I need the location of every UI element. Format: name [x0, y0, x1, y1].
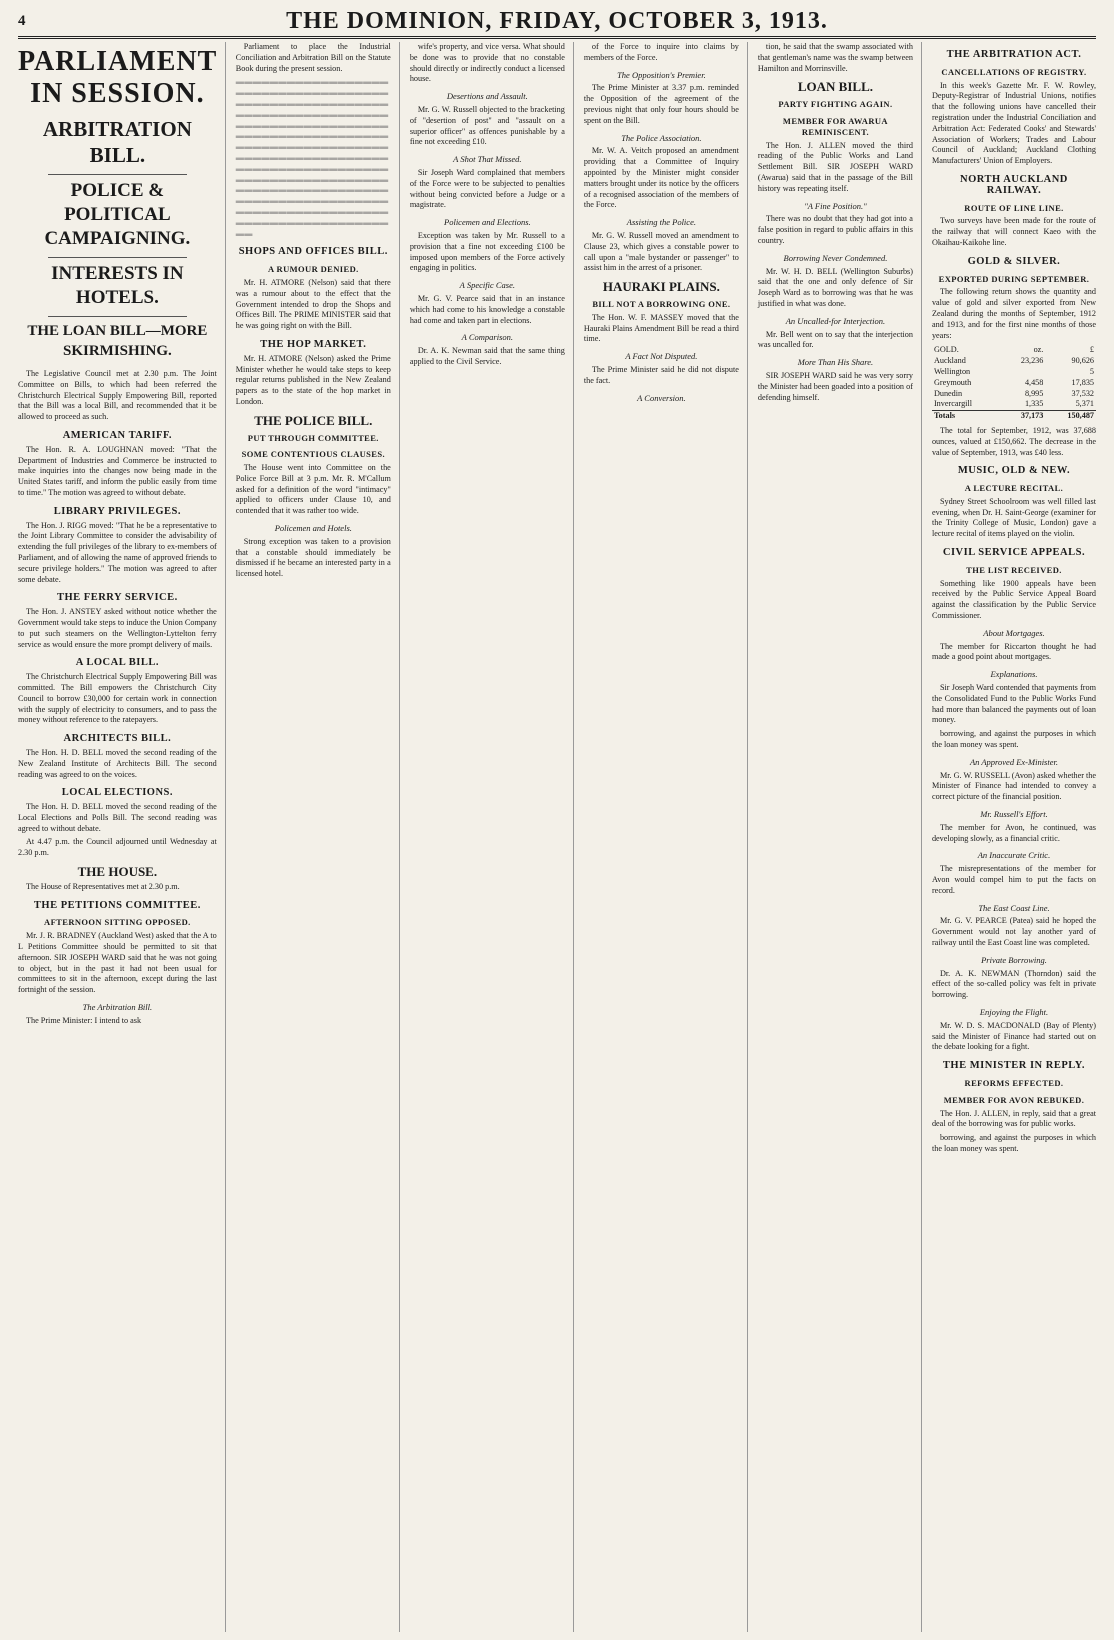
sub-heading: A LECTURE RECITAL.: [964, 483, 1064, 494]
headline-arbitration: ARBITRATION BILL.: [42, 117, 192, 167]
italic-heading: "A Fine Position.": [804, 200, 867, 211]
paragraph: Something like 1900 appeals have been received by the Public Service Appeal Board against the classification by the Public Service Commissioner.: [931, 578, 1096, 621]
value-cell: 90,626: [1071, 356, 1094, 366]
paragraph: Mr. G. V. PEARCE (Patea) said he hoped the Government would not lay another yard of railway until the East Coast line was completed.: [931, 916, 1096, 947]
paragraph: Mr. Bell went on to say that the interjection was uncalled for.: [757, 329, 913, 350]
paragraph: Mr. G. V. Pearce said that in an instance which had come to his knowledge a constable had come and taken part in elections.: [409, 293, 565, 325]
paragraph: Dr. A. K. NEWMAN (Thorndon) said the effect of the so-called policy was felt in private borrowing.: [931, 968, 1096, 1000]
table-header-row: [932, 345, 1096, 356]
section-heading: ARCHITECTS BILL.: [63, 733, 172, 745]
section-heading: LIBRARY PRIVILEGES.: [53, 505, 181, 517]
italic-heading: Private Borrowing.: [981, 954, 1047, 965]
paragraph: The Hon. J. ANSTEY asked without notice whether the Government would take steps to induce the Union Company to put such steamers on the Wellington-Lyttelton ferry service as would ensure the more prompt delivery of mails.: [18, 607, 217, 649]
italic-heading: The Police Association.: [621, 132, 702, 143]
paragraph: The total for September, 1912, was 37,688 ounces, valued at £150,662. The decrease in the value of September, 1913, was £40 less.: [931, 425, 1096, 457]
paragraph: Parliament to place the Industrial Conciliation and Arbitration Bill on the Statute Book during the present session.: [235, 42, 391, 73]
section-heading: GOLD & SILVER.: [967, 255, 1061, 267]
gold-export-table: [932, 345, 1096, 422]
intro-paragraph: The Legislative Council met at 2.30 p.m. The Joint Committee on Bills, to which had been referred the Christchurch Electrical Supply Empowering Bill, reported that the Bill was a local Bill, and recommended that it be allowed to proceed as such.: [18, 369, 217, 422]
italic-heading: A Specific Case.: [459, 280, 515, 291]
section-heading: THE FERRY SERVICE.: [56, 592, 178, 604]
paragraph: SIR JOSEPH WARD said he was very sorry the Minister had been goaded into a position of defending himself.: [757, 370, 913, 402]
ounces-cell: 37,173: [1002, 411, 1046, 422]
masthead: [18, 6, 1096, 39]
section-heading: THE ARBITRATION ACT.: [946, 49, 1082, 60]
sub-heading: EXPORTED DURING SEPTEMBER.: [938, 273, 1090, 284]
italic-heading: Policemen and Hotels.: [274, 523, 352, 534]
paragraph: The Christchurch Electrical Supply Empowering Bill was committed. The Bill empowers the Christchurch City Council to borrow £30,000 for certain work in connection with the supply of electricity to consumers, and to pass the money without reference to the ratepayers.: [18, 672, 217, 725]
body-text-block: ▬▬▬▬▬▬▬▬▬▬▬▬▬▬▬▬▬▬▬▬▬▬▬▬▬▬▬▬▬▬▬▬▬▬▬▬▬▬▬▬▬▬▬▬▬▬▬▬▬▬▬▬▬▬▬▬▬▬▬▬▬▬▬▬▬▬▬▬▬▬▬▬▬▬▬▬▬▬▬▬▬▬▬▬▬▬▬▬▬▬▬▬▬▬▬▬▬▬▬▬▬▬▬▬▬▬▬▬▬▬▬▬▬▬▬▬▬▬▬▬▬▬▬▬▬▬▬▬▬▬▬▬▬▬▬▬▬▬▬▬▬▬▬▬▬▬▬▬▬▬▬▬▬▬▬▬▬▬▬▬▬▬▬▬▬▬▬▬▬▬▬▬▬▬▬▬▬▬▬▬▬▬▬▬▬▬▬▬▬▬▬▬▬▬▬▬▬▬▬▬▬▬▬▬▬▬▬▬▬▬▬▬▬▬▬▬▬▬▬▬▬▬▬▬▬▬▬▬▬▬▬▬▬▬▬▬▬▬▬▬▬▬▬▬▬▬▬▬▬▬▬▬▬▬: [235, 77, 389, 238]
sub-heading: MEMBER FOR AVON REBUKED.: [943, 1094, 1085, 1105]
section-heading: AMERICAN TARIFF.: [62, 429, 173, 441]
page-number: 4: [18, 12, 26, 29]
divider: [48, 316, 187, 317]
column-1: [18, 42, 226, 1632]
value-cell: 150,487: [1045, 411, 1096, 422]
paragraph: Mr. W. D. S. MACDONALD (Bay of Plenty) said the Minister of Finance had started out on the debate looking for a fight.: [931, 1020, 1096, 1052]
table-header-cell: oz.: [1033, 345, 1044, 355]
port-cell: Auckland: [933, 356, 966, 366]
italic-heading: Assisting the Police.: [626, 217, 696, 228]
value-cell: 5,371: [1075, 399, 1094, 409]
paragraph: Sir Joseph Ward complained that members of the Force were to be subjected to penalties without being convicted before a Judge or a magistrate.: [409, 167, 565, 210]
paragraph: tion, he said that the swamp associated with that gentleman's name was the swamp between Hamilton and Morrinsville.: [757, 42, 913, 73]
italic-heading: The Arbitration Bill.: [82, 1002, 153, 1013]
section-heading: NORTH AUCKLAND RAILWAY.: [960, 173, 1068, 196]
paragraph: The Hon. R. A. LOUGHNAN moved: "That the Department of Industries and Commerce be instructed to make inquiries into the changes now being made in the United States tariff, and inform the public easily from time to time." The motion was agreed to without debate.: [18, 444, 217, 497]
italic-heading: A Conversion.: [637, 392, 686, 403]
sub-heading: MEMBER FOR AWARUA REMINISCENT.: [782, 115, 888, 137]
italic-heading: Desertions and Assault.: [446, 91, 528, 102]
section-heading-loan: LOAN BILL.: [797, 79, 873, 95]
ounces-cell: 23,236: [1020, 356, 1044, 366]
italic-heading: Mr. Russell's Effort.: [980, 809, 1048, 820]
italic-heading: Borrowing Never Condemned.: [783, 252, 888, 263]
paragraph: Mr. W. A. Veitch proposed an amendment providing that a Committee of Inquiry appointed by the Minister might consider matters brought under its notice by the officers of a recognised association of the members of the Force.: [583, 146, 739, 210]
italic-heading: An Inaccurate Critic.: [977, 850, 1051, 861]
table-header-cell: £: [1089, 345, 1094, 355]
italic-heading: An Approved Ex-Minister.: [969, 756, 1058, 767]
paragraph: The following return shows the quantity and value of gold and silver exported from New Zealand during the months of September, 1912 and 1913, and for the first nine months of those years:: [931, 287, 1096, 340]
sub-heading: CANCELLATIONS OF REGISTRY.: [941, 66, 1087, 77]
section-heading: THE HOP MARKET.: [260, 338, 367, 350]
paragraph: Mr. G. W. Russell objected to the bracketing of "desertion of post" and "assault on a superior officer" as offences punishable by a fine not exceeding £10.: [409, 104, 565, 147]
sub-heading: SOME CONTENTIOUS CLAUSES.: [241, 449, 385, 460]
paragraph: The Prime Minister at 3.37 p.m. reminded the Opposition of the agreement of the previous night that only four hours should be spent on the Bill.: [583, 83, 739, 125]
section-heading: A LOCAL BILL.: [75, 657, 159, 669]
italic-heading: More Than His Share.: [797, 357, 874, 368]
paragraph: Mr. G. W. Russell moved an amendment to Clause 23, which gives a constable power to call upon a "male bystander or passenger" to assist him in the arrest of a prisoner.: [583, 230, 739, 273]
section-heading: LOCAL ELECTIONS.: [61, 787, 174, 799]
port-cell: Wellington: [933, 366, 971, 376]
italic-heading: Policemen and Elections.: [444, 217, 531, 228]
value-cell: 17,835: [1071, 377, 1094, 387]
table-row: [932, 389, 1096, 400]
paragraph: Strong exception was taken to a provision that a constable should immediately be dismissed if he became an interested party in a licensed hotel.: [235, 536, 391, 579]
table-row: [932, 356, 1096, 367]
divider: [48, 257, 187, 258]
paragraph: Exception was taken by Mr. Russell to a provision that a fine not exceeding £100 be imposed upon members of the Force actively engaging in politics.: [409, 230, 565, 273]
banner-headline: PARLIAMENT IN SESSION.: [18, 46, 218, 109]
value-cell: 5: [1089, 366, 1094, 376]
section-heading: CIVIL SERVICE APPEALS.: [942, 547, 1086, 559]
paragraph: The Hon. H. D. BELL moved the second reading of the New Zealand Institute of Architects Bill. The second reading was agreed to on the voices.: [18, 747, 217, 779]
ounces-cell: [1002, 367, 1046, 378]
sub-heading: AFTERNOON SITTING OPPOSED.: [44, 917, 191, 928]
italic-heading: A Shot That Missed.: [453, 154, 522, 165]
section-heading-police: THE POLICE BILL.: [254, 412, 373, 428]
ounces-cell: 1,335: [1024, 399, 1044, 409]
italic-heading: A Fact Not Disputed.: [625, 351, 698, 362]
paragraph: Two surveys have been made for the route of the railway that will connect Kaeo with the Okaihau-Kaikohe line.: [931, 216, 1096, 247]
newspaper-title: THE DOMINION, FRIDAY, OCTOBER 3, 1913.: [286, 7, 828, 34]
paragraph: The Hon. J. RIGG moved: "That he be a representative to the Joint Library Committee to consider the advisability of extending the full privileges of the library to ex-members of Parliament, and of allowing the name of approved friends to secure privilege holders." The motion was agreed to after some debate.: [18, 520, 217, 584]
paragraph: wife's property, and vice versa. What should be done was to provide that no constable should directly or indirectly conduct a licensed house.: [409, 42, 565, 84]
paragraph: Mr. W. H. D. BELL (Wellington Suburbs) said that the one and only defence of Sir Joseph Ward as to borrowing was that he was justified in what was done.: [757, 266, 913, 308]
paragraph: Dr. A. K. Newman said that the same thing applied to the Civil Service.: [409, 346, 565, 366]
italic-heading: The Opposition's Premier.: [617, 69, 706, 80]
section-heading: THE PETITIONS COMMITTEE.: [33, 899, 201, 911]
paragraph: Mr. G. W. RUSSELL (Avon) asked whether the Minister of Finance had intended to convey a correct picture of the financial position.: [931, 770, 1096, 802]
paragraph: borrowing, and against the purposes in which the loan money was spent.: [931, 729, 1096, 750]
paragraph: The House of Representatives met at 2.30 p.m.: [26, 881, 180, 891]
section-heading: SHOPS AND OFFICES BILL.: [238, 246, 388, 258]
value-cell: 37,532: [1071, 388, 1094, 398]
paragraph: The member for Avon, he continued, was developing slowly, as a financial critic.: [931, 822, 1096, 843]
section-heading-house: THE HOUSE.: [77, 864, 158, 880]
paragraph: Sir Joseph Ward contended that payments from the Consolidated Fund to the Public Works Fund had more than balanced the payments out of loan money.: [931, 683, 1096, 725]
paragraph: In this week's Gazette Mr. F. W. Rowley, Deputy-Registrar of Industrial Unions, notifies that the following unions have cancelled their registration under the Industrial Conciliation and Arbitration Act: Federated Cooks' and Stewards' Association of Workers; Trades and Labour Council of Auckland; Auckland Clothing Manufacturers' Union of Employers.: [931, 80, 1096, 166]
port-cell: Totals: [932, 411, 1002, 422]
paragraph: Mr. J. R. BRADNEY (Auckland West) asked that the A to L Petitions Committee should be permitted to sit that afternoon. SIR JOSEPH WARD said that he was not going to object, but in the past it had not been usual for committees to sit in the afternoon, except during the last fortnight of the session.: [18, 931, 217, 995]
sub-heading: ROUTE OF LINE LINE.: [964, 202, 1064, 213]
column-3: [410, 42, 574, 1632]
port-cell: Invercargill: [933, 399, 972, 409]
ounces-cell: 4,458: [1024, 377, 1044, 387]
article-columns: [18, 42, 1096, 1632]
column-4: [584, 42, 748, 1632]
sub-heading: THE LIST RECEIVED.: [966, 564, 1062, 575]
section-heading: THE MINISTER IN REPLY.: [942, 1060, 1086, 1072]
paragraph: The Prime Minister said he did not dispute the fact.: [583, 364, 739, 385]
paragraph: The Hon. J. ALLEN, in reply, said that a great deal of the borrowing was for public works.: [931, 1108, 1096, 1129]
port-cell: Greymouth: [933, 377, 972, 387]
paragraph: of the Force to inquire into claims by members of the Force.: [583, 42, 739, 62]
section-heading-hauraki: HAURAKI PLAINS.: [602, 279, 720, 295]
headline-hotels: INTERESTS IN HOTELS.: [51, 263, 184, 308]
paragraph: There was no doubt that they had got into a false position in regard to public affairs in this country.: [757, 214, 913, 245]
paragraph: Mr. H. ATMORE (Nelson) asked the Prime Minister whether he would take steps to keep regular returns published in the New Zealand papers as to the state of the hop market in London.: [235, 353, 391, 406]
paragraph: Mr. H. ATMORE (Nelson) said that there was a rumour about to the effect that the Government intended to drop the Shops and Offices Bill. The PRIME MINISTER said that he was going right on with the Bill.: [235, 277, 391, 331]
paragraph: At 4.47 p.m. the Council adjourned until Wednesday at 2.30 p.m.: [18, 837, 217, 858]
column-5: [758, 42, 922, 1632]
sub-heading: PARTY FIGHTING AGAIN.: [778, 99, 893, 110]
paragraph: The Hon. W. F. MASSEY moved that the Hauraki Plains Amendment Bill be read a third time.: [583, 312, 739, 344]
paragraph: The member for Riccarton thought he had made a good point about mortgages.: [931, 641, 1096, 662]
sub-heading: A RUMOUR DENIED.: [267, 264, 359, 275]
headline-loan: THE LOAN BILL—MORE SKIRMISHING.: [27, 323, 208, 359]
italic-heading: Explanations.: [990, 669, 1038, 680]
italic-heading: An Uncalled-for Interjection.: [785, 315, 886, 326]
table-row: [932, 367, 1096, 378]
paragraph: The Hon. H. D. BELL moved the second reading of the Local Elections and Polls Bill. The second reading was agreed to without debate.: [18, 802, 217, 833]
table-row: [932, 378, 1096, 389]
divider: [48, 174, 187, 175]
table-total-row: [932, 411, 1096, 422]
italic-heading: The East Coast Line.: [978, 902, 1050, 913]
paragraph: The misrepresentations of the member for Avon would compel him to put the facts on record.: [931, 864, 1096, 895]
paragraph: Sydney Street Schoolroom was well filled last evening, when Dr. H. Saint-George (examiner for the Trinity College of Music, London) gave a lecture recital of items played on the violin.: [931, 496, 1096, 539]
paragraph: The Prime Minister: I intend to ask: [26, 1015, 142, 1025]
paragraph: The House went into Committee on the Police Force Bill at 3 p.m. Mr. R. M'Callum asked for a definition of the word "intimacy" applied to officers under Clause 10, and contended that it was rather too wide.: [235, 463, 391, 516]
sub-heading: REFORMS EFFECTED.: [964, 1077, 1064, 1088]
sub-heading: BILL NOT A BORROWING ONE.: [592, 298, 731, 309]
italic-heading: About Mortgages.: [983, 627, 1045, 638]
table-header-cell: GOLD.: [933, 345, 959, 355]
paragraph: The Hon. J. ALLEN moved the third reading of the Public Works and Land Settlement Bill. SIR JOSEPH WARD (Awarua) said that in the passage of the Bill history was repeating itself.: [757, 140, 913, 193]
italic-heading: Enjoying the Flight.: [979, 1006, 1049, 1017]
table-row: [932, 399, 1096, 410]
column-6: [932, 42, 1096, 1632]
section-heading: MUSIC, OLD & NEW.: [957, 465, 1071, 477]
column-2: [236, 42, 400, 1632]
paragraph: borrowing, and against the purposes in which the loan money was spent.: [931, 1133, 1096, 1153]
ounces-cell: 8,995: [1024, 388, 1044, 398]
headline-police: POLICE & POLITICAL CAMPAIGNING.: [44, 180, 191, 249]
port-cell: Dunedin: [933, 388, 963, 398]
italic-heading: A Comparison.: [461, 332, 513, 343]
sub-heading: PUT THROUGH COMMITTEE.: [247, 432, 379, 443]
